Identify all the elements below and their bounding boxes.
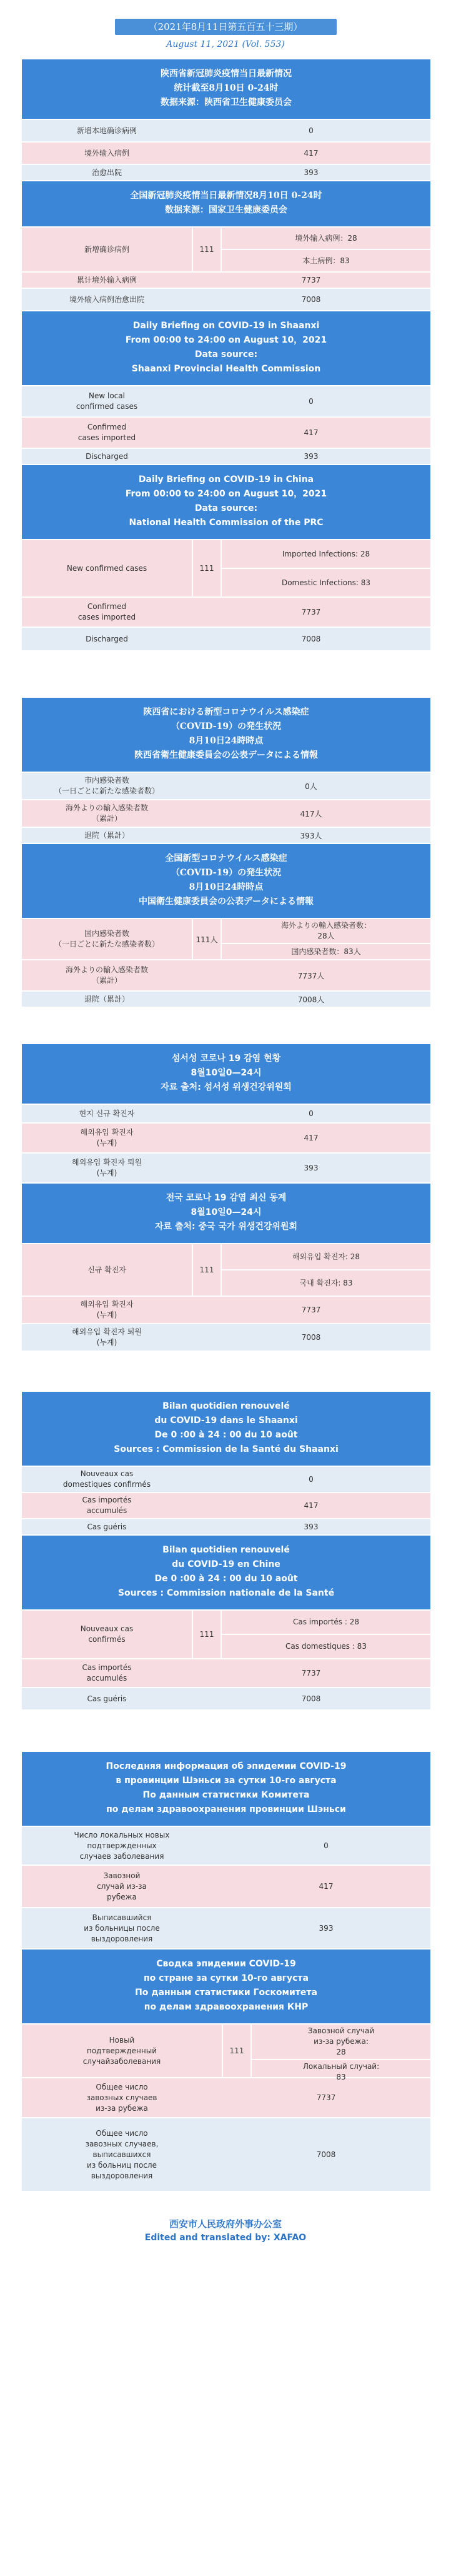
data-row <box>22 1688 430 1711</box>
new-confirmed-row <box>22 1611 430 1659</box>
breakdown-item: Imported Infections: 28 <box>282 549 370 558</box>
section-header-en-shaanxi <box>22 311 430 386</box>
row-value: 7008 <box>301 1333 321 1342</box>
row-value: 417 <box>319 1882 334 1891</box>
row-label: Discharged <box>86 634 128 643</box>
row-value: 7737 <box>301 608 321 616</box>
breakdown-item: 해외유입 확진자: 28 <box>292 1252 360 1261</box>
data-row <box>22 628 430 652</box>
row-value: 7737 <box>301 1669 321 1678</box>
row-value: 393 <box>304 1164 319 1172</box>
breakdown-item: 国内感染者数：83人 <box>222 943 430 959</box>
breakdown-item: 境外输入病例：28 <box>295 233 357 243</box>
row-total: 111 <box>192 1244 222 1296</box>
row-breakdown <box>222 919 430 959</box>
breakdown-item: Domestic Infections: 83 <box>222 568 430 596</box>
section-header-line: 全国新型コロナウイルス感染症 <box>165 853 287 863</box>
row-label: 国内感染者数 （一日ごとに新たな感染者数） <box>54 929 159 948</box>
section-header-line: 전국 코로나 19 감염 최신 동계 <box>166 1193 287 1203</box>
section-header-line: 자료 출처: 섬서성 위생건강위원회 <box>161 1082 292 1092</box>
section-header-line: From 00:00 to 24:00 on August 10，2021 <box>125 489 327 499</box>
data-row <box>22 773 430 800</box>
section-header-line: 8月10日24時時点 <box>189 882 264 892</box>
section-header-line: 统计截至8月10日 0-24时 <box>174 83 279 93</box>
row-label: Discharged <box>86 451 128 461</box>
section-header-ru-china <box>22 1950 430 2025</box>
section-header-line: Data source: <box>194 503 258 513</box>
section-header-line: du COVID-19 en Chine <box>172 1559 280 1569</box>
section-header-line: （COVID-19）の発生状況 <box>171 722 282 732</box>
breakdown-item: Завозной случай из-за рубежа: 28 <box>307 2026 375 2056</box>
new-confirmed-row <box>22 919 430 960</box>
row-label: 境外输入病例 <box>84 148 129 158</box>
data-row <box>22 165 430 181</box>
section-header-line: Daily Briefing on COVID-19 in Shaanxi <box>132 321 320 331</box>
row-total: 111 <box>192 1611 222 1658</box>
data-row <box>22 386 430 418</box>
row-label: Новый подтвержденный случайзаболевания <box>82 2035 161 2066</box>
section-header-ko-shaanxi <box>22 1044 430 1105</box>
data-row <box>22 418 430 449</box>
row-label: 海外よりの輸入感染者数 （累計） <box>65 803 148 823</box>
section-header-fr-china <box>22 1536 430 1611</box>
section-header-line: Data source: <box>194 350 258 360</box>
breakdown-item: Cas domestiques : 83 <box>222 1634 430 1658</box>
data-row <box>22 1297 430 1324</box>
row-label: 해외유입 확진자 (누계) <box>80 1128 134 1147</box>
footer-credit: Edited and translated by: XAFAO <box>144 2233 307 2243</box>
row-value: 7737 <box>301 1306 321 1314</box>
row-value: 7008 <box>316 2150 336 2159</box>
footer-organization: 西安市人民政府外事办公室 <box>169 2218 282 2230</box>
row-value: 0 <box>309 1475 314 1484</box>
row-value: 0 <box>324 1841 329 1850</box>
data-row <box>22 1154 430 1184</box>
briefing-panel <box>22 59 430 311</box>
row-value: 0 <box>309 397 314 406</box>
row-value: 417 <box>304 1501 319 1510</box>
section-header-line: （COVID-19）の発生状況 <box>171 868 282 878</box>
row-value: 7737 <box>316 2093 336 2102</box>
briefing-panel <box>22 311 430 652</box>
section-header-line: From 00:00 to 24:00 on August 10，2021 <box>125 335 327 345</box>
data-row <box>22 1908 430 1950</box>
section-header-line: Sources : Commission de la Santé du Shaanxi <box>114 1444 339 1454</box>
row-value: 7008 <box>301 1694 321 1703</box>
section-header-line: De 0 :00 à 24 : 00 du 10 août <box>154 1430 298 1440</box>
data-row <box>22 1659 430 1688</box>
row-value: 393 <box>304 452 319 461</box>
row-label: Cas importés accumulés <box>82 1663 132 1683</box>
row-value: 0 <box>309 1109 314 1118</box>
row-label: 해외유입 확진자 (누계) <box>80 1300 134 1319</box>
new-confirmed-row <box>22 228 430 273</box>
row-value: 417 <box>304 1134 319 1142</box>
row-label: Завозной случай из-за рубежа <box>97 1871 147 1901</box>
data-row <box>22 1519 430 1536</box>
section-header-line: 8月10日24時時点 <box>189 736 264 746</box>
row-value: 7737 <box>301 276 321 284</box>
data-row <box>22 598 430 628</box>
section-header-line: Sources : Commission nationale de la Santé <box>117 1588 335 1598</box>
row-label: Число локальных новых подтвержденных случаев заболевания <box>74 1830 170 1861</box>
data-row <box>22 120 430 143</box>
new-confirmed-row <box>22 540 430 598</box>
row-total: 111 <box>192 540 222 596</box>
row-label: 新增本地确诊病例 <box>76 126 137 135</box>
section-header-line: По данным статистики Комитета <box>142 1790 310 1800</box>
data-row <box>22 1827 430 1866</box>
briefing-panel <box>22 1392 430 1711</box>
row-value: 393 <box>304 168 319 177</box>
section-header-line: 数据来源：国家卫生健康委员会 <box>165 205 287 215</box>
data-row <box>22 289 430 311</box>
section-header-line: 陝西省における新型コロナウイルス感染症 <box>143 707 309 717</box>
breakdown-item: Cas importés : 28 <box>293 1618 359 1626</box>
data-row <box>22 449 430 465</box>
data-row <box>22 992 430 1008</box>
section-header-line: De 0 :00 à 24 : 00 du 10 août <box>154 1574 298 1584</box>
data-row <box>22 2118 430 2192</box>
row-value: 393 <box>319 1924 334 1933</box>
row-value: 417 <box>304 428 319 437</box>
breakdown-item: Локальный случай: 83 <box>252 2059 430 2084</box>
new-confirmed-row <box>22 1244 430 1297</box>
row-label: 海外よりの輸入感染者数 （累計） <box>65 965 148 985</box>
briefing-panel <box>22 698 430 1008</box>
row-label: Nouveaux cas confirmés <box>80 1624 134 1644</box>
row-label: 市内感染者数 （一日ごとに新たな感染者数） <box>54 776 159 795</box>
row-value: 0人 <box>305 782 317 791</box>
row-label: Выписавшийся из больницы после выздоровления <box>84 1913 160 1943</box>
row-breakdown <box>252 2025 430 2081</box>
new-confirmed-row <box>22 2025 430 2081</box>
row-total: 111 <box>222 2025 252 2077</box>
row-value: 7008 <box>301 295 321 304</box>
row-value: 7008 <box>301 635 321 643</box>
section-header-line: National Health Commission of the PRC <box>129 518 324 528</box>
row-label: 退院（累計） <box>84 830 129 840</box>
section-header-cn-china <box>22 181 430 228</box>
section-header-line: 全国新冠肺炎疫情当日最新情况8月10日 0-24时 <box>130 191 322 201</box>
row-label: Nouveaux cas domestiques confirmés <box>62 1469 151 1489</box>
section-header-line: 数据来源：陕西省卫生健康委员会 <box>161 98 292 108</box>
section-header-line: по делам здравоохранения КНР <box>144 2002 309 2012</box>
section-header-ja-shaanxi <box>22 698 430 773</box>
issue-date-english: August 11, 2021 (Vol. 553) <box>166 39 285 49</box>
row-breakdown <box>222 1611 430 1658</box>
data-row <box>22 1105 430 1124</box>
row-breakdown <box>222 540 430 596</box>
row-label: 新增确诊病例 <box>84 244 129 254</box>
row-value: 393 <box>304 1522 319 1531</box>
section-header-line: в провинции Шэньси за сутки 10-го августа <box>116 1776 337 1786</box>
section-header-line: по стране за сутки 10-го августа <box>144 1973 309 1983</box>
row-label: 신규 확진자 <box>87 1265 126 1274</box>
data-row <box>22 273 430 289</box>
briefing-sections <box>0 59 451 2192</box>
section-header-line: Bilan quotidien renouvelé <box>162 1401 290 1411</box>
row-value: 7008人 <box>297 995 325 1004</box>
data-row <box>22 1493 430 1519</box>
issue-date-badge: （2021年8月11日第五百五十三期） <box>115 19 337 35</box>
section-header-line: Последняя информация об эпидемии COVID-19 <box>106 1761 347 1771</box>
section-header-line: Bilan quotidien renouvelé <box>162 1545 290 1555</box>
section-header-line: 陝西省衛生健康委員会の公表データによる情報 <box>134 750 318 760</box>
data-row <box>22 1324 430 1352</box>
row-breakdown <box>222 1244 430 1296</box>
section-header-line: по делам здравоохранения провинции Шэньси <box>106 1804 346 1814</box>
row-value: 7737人 <box>297 971 325 980</box>
briefing-panel <box>22 1044 430 1352</box>
section-header-line: 8월10일0—24시 <box>191 1207 262 1217</box>
briefing-panel <box>22 1752 430 2192</box>
row-label: New local confirmed cases <box>76 391 138 411</box>
section-header-line: Сводка эпидемии COVID-19 <box>156 1959 296 1969</box>
breakdown-item: 本土病例：83 <box>222 249 430 271</box>
section-header-ru-shaanxi <box>22 1752 430 1827</box>
data-row <box>22 800 430 828</box>
row-value: 417 <box>304 149 319 158</box>
row-label: New confirmed cases <box>66 563 147 573</box>
data-row <box>22 1467 430 1493</box>
data-row <box>22 2078 430 2118</box>
section-header-line: 陕西省新冠肺炎疫情当日最新情况 <box>161 69 292 79</box>
row-value: 417人 <box>300 809 322 818</box>
row-label: 현지 신규 확진자 <box>79 1109 135 1118</box>
row-label: 累计境外输入病例 <box>76 275 137 284</box>
section-header-ko-china <box>22 1184 430 1244</box>
row-label: 해외유입 확진자 퇴원 (누계) <box>72 1327 142 1347</box>
section-header-line: Daily Briefing on COVID-19 in China <box>138 475 314 485</box>
data-row <box>22 1866 430 1908</box>
section-header-cn-shaanxi <box>22 59 430 120</box>
section-header-line: 섬서성 코로나 19 감염 현황 <box>171 1054 281 1064</box>
section-header-fr-shaanxi <box>22 1392 430 1467</box>
section-header-line: 8월10일0—24시 <box>191 1068 262 1078</box>
data-row <box>22 960 430 992</box>
row-label: Confirmed cases imported <box>77 602 136 621</box>
row-label: Общее число завозных случаев из-за рубежа <box>86 2082 157 2113</box>
row-total: 111 <box>192 228 222 271</box>
data-row <box>22 828 430 844</box>
row-label: 境外输入病例治愈出院 <box>69 294 144 304</box>
section-header-line: 中国衛生健康委員会の公表データによる情報 <box>139 897 314 907</box>
data-row <box>22 143 430 165</box>
breakdown-item: 국내 확진자: 83 <box>222 1269 430 1296</box>
row-label: 退院（累計） <box>84 994 129 1004</box>
row-label: Cas importés accumulés <box>82 1496 132 1515</box>
section-header-line: du COVID-19 dans le Shaanxi <box>154 1416 298 1426</box>
row-value: 393人 <box>300 831 322 840</box>
row-label: Общее число завозных случаев, выписавшихся из больниц после выздоровления <box>85 2128 159 2180</box>
section-header-ja-china <box>22 844 430 919</box>
row-label: 治愈出院 <box>91 168 122 177</box>
row-value: 0 <box>309 126 314 135</box>
section-header-line: По данным статистики Госкомитета <box>135 1988 317 1998</box>
row-breakdown <box>222 228 430 271</box>
data-row <box>22 1124 430 1154</box>
row-label: 해외유입 확진자 퇴원 (누계) <box>72 1158 142 1177</box>
row-label: Cas guéris <box>87 1694 127 1703</box>
row-label: Confirmed cases imported <box>77 423 136 442</box>
page <box>0 19 451 2243</box>
section-header-en-china <box>22 465 430 540</box>
row-total: 111人 <box>192 919 222 959</box>
row-label: Cas guéris <box>87 1522 127 1531</box>
section-header-line: Shaanxi Provincial Health Commission <box>131 364 321 374</box>
section-header-line: 자료 출처: 중국 국가 위생건강위원회 <box>155 1222 297 1232</box>
breakdown-item: 海外よりの輸入感染者数： 28人 <box>280 921 371 940</box>
